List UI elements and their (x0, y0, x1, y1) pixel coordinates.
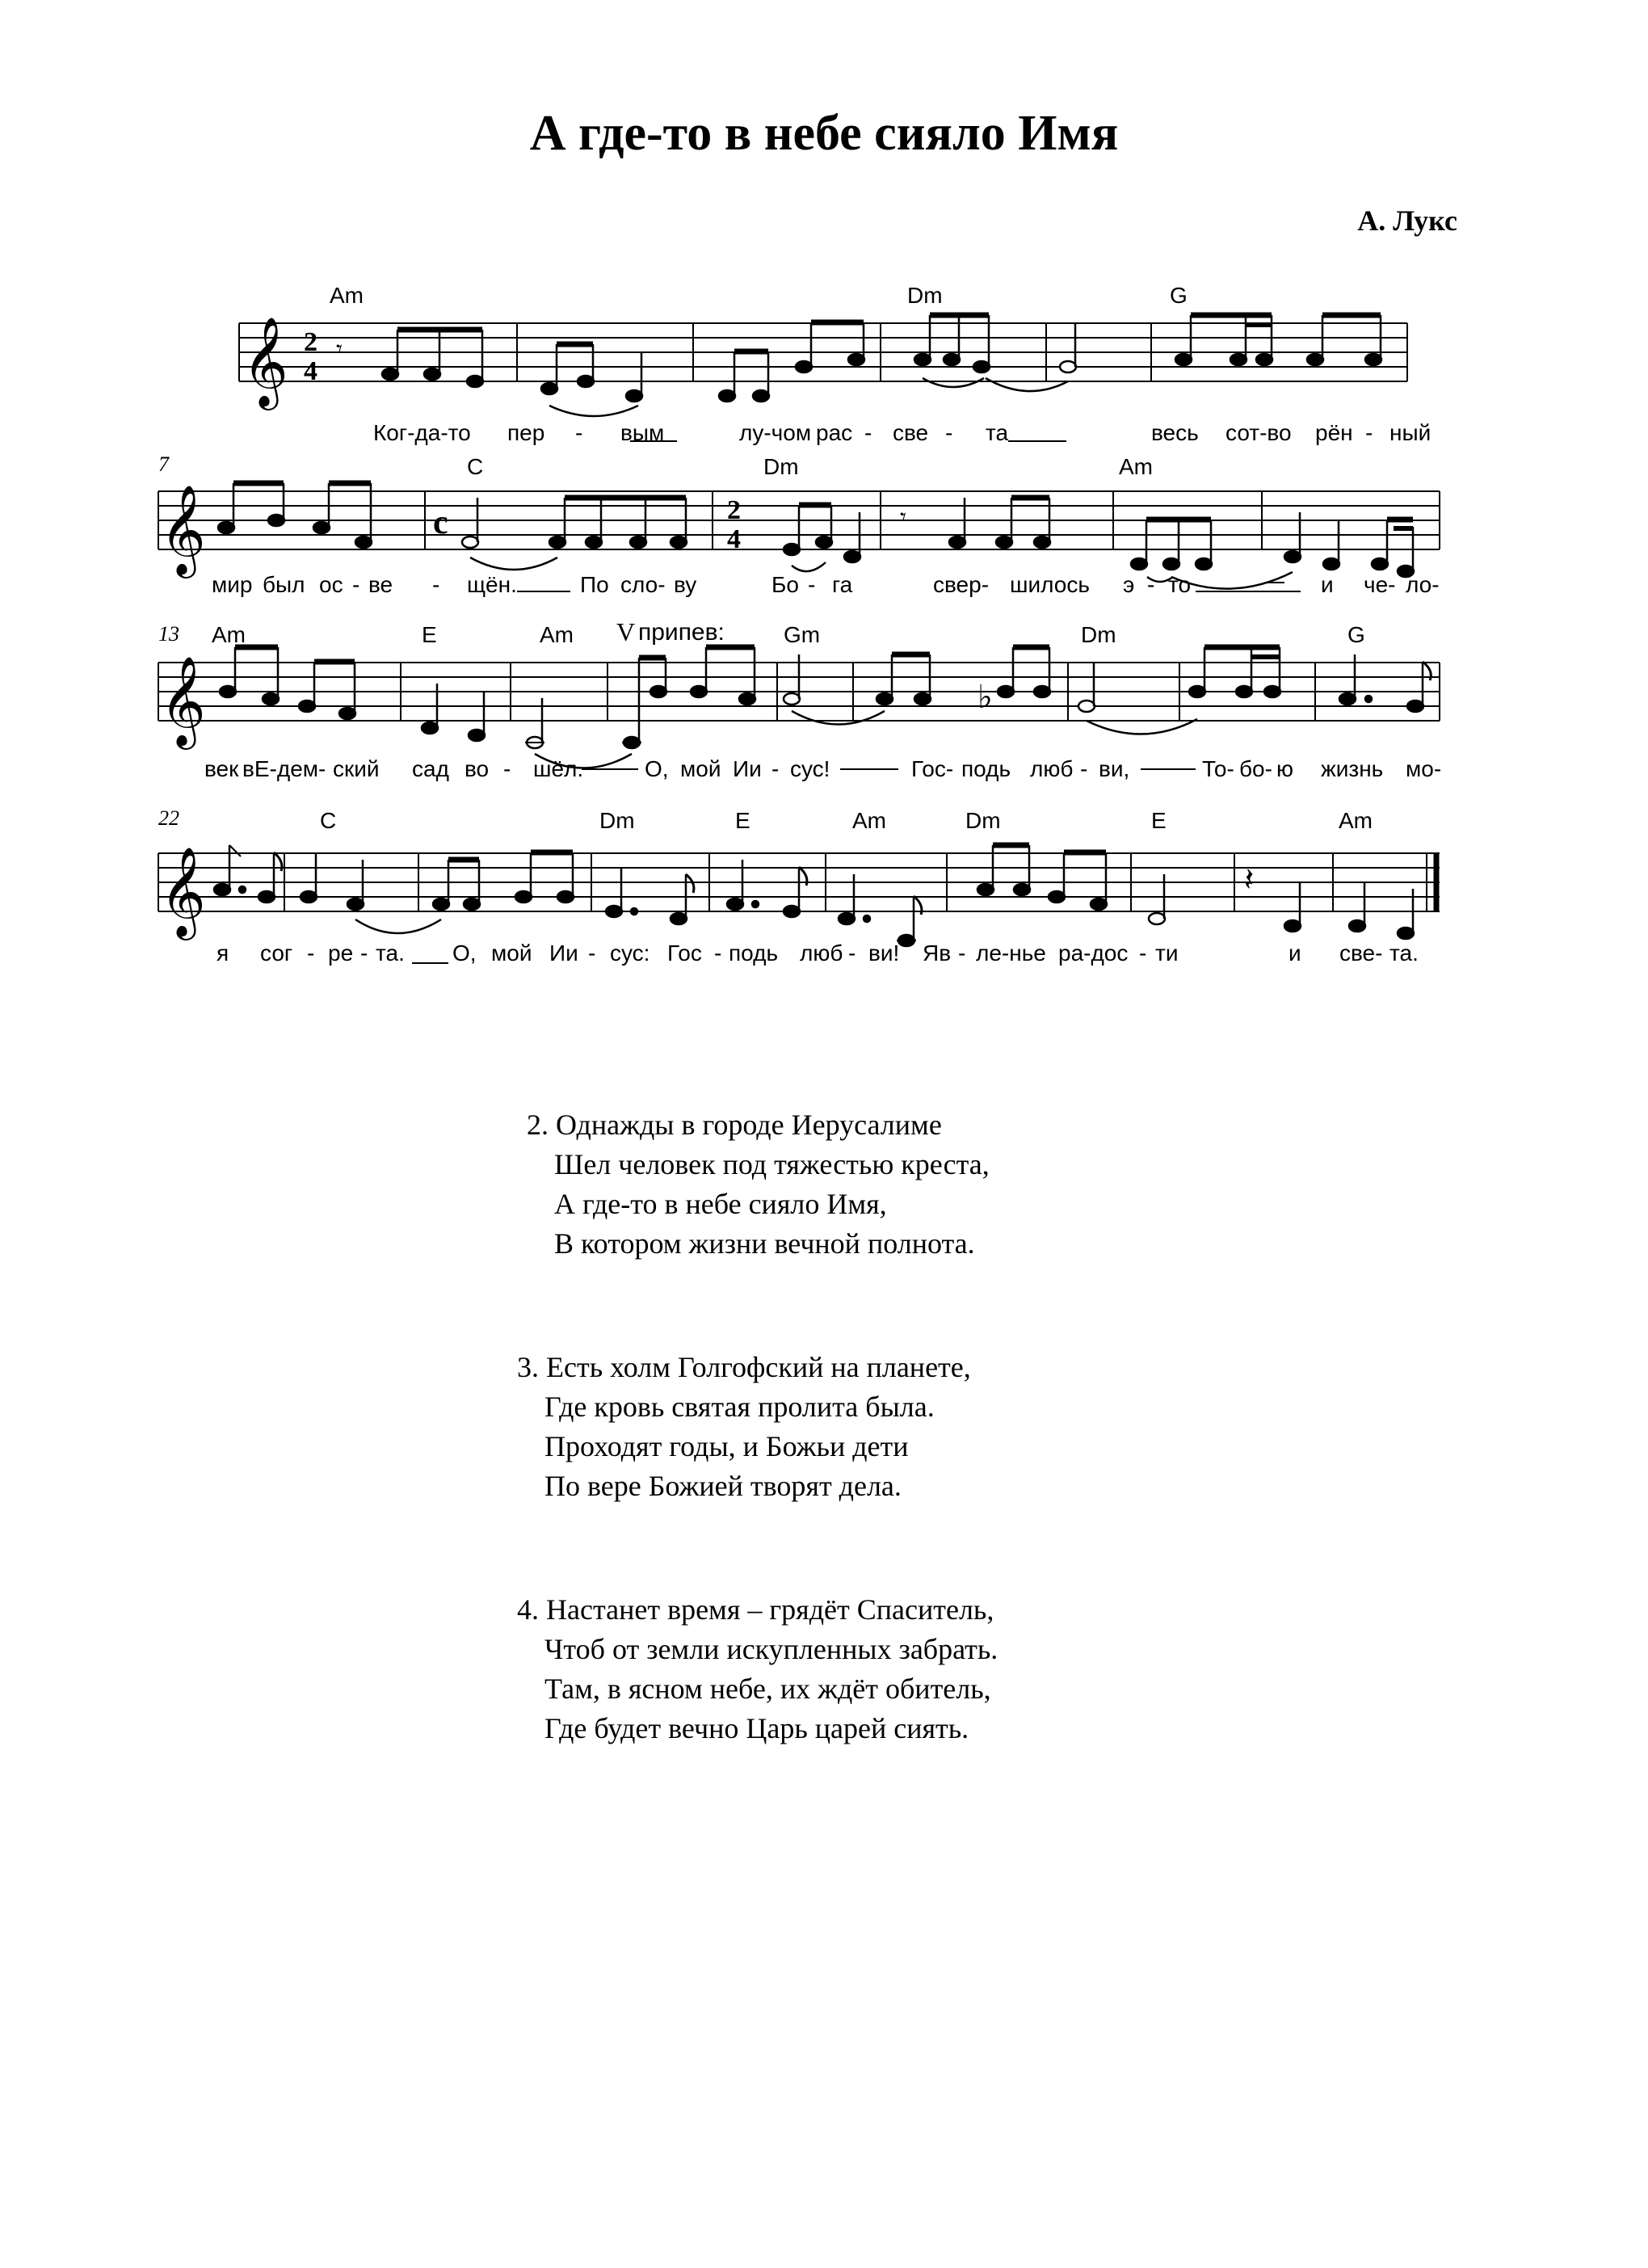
lyric-syllable: Бо (771, 572, 799, 597)
chord-symbol: Am (540, 622, 574, 647)
lyric-syllable: сус: (610, 940, 650, 966)
lyric-syllable: ю (1276, 756, 1293, 781)
lyric-syllable: Яв (923, 940, 952, 966)
lyric-syllable: Гос (667, 940, 702, 966)
verse-line: Где будет вечно Царь царей сиять. (544, 1712, 969, 1744)
chord-symbol: Am (1339, 808, 1373, 833)
music-system-3 (0, 612, 1648, 790)
lyric-syllable: Ии (733, 756, 762, 781)
lyric-syllable: свер- (933, 572, 990, 597)
lyric-syllable: ву (674, 572, 697, 597)
verse-4 (517, 1590, 998, 1748)
lyric-syllable: ос (319, 572, 343, 597)
music-system-1 (0, 267, 1648, 469)
flat-icon: ♭ (977, 679, 993, 716)
chord-symbol: G (1170, 283, 1188, 308)
chord-symbol: Am (852, 808, 886, 833)
lyric-syllable: пер (507, 420, 545, 445)
lyric-syllable: и (1321, 572, 1334, 597)
lyric-syllable: ра-дос (1058, 940, 1129, 966)
music-system-2 (0, 452, 1648, 614)
lyric-syllable: - (588, 940, 596, 966)
lyric-syllable: - (1147, 572, 1155, 597)
lyric-syllable: рён (1315, 420, 1353, 445)
svg-text:2: 2 (727, 495, 741, 525)
lyric-syllable: вЕ-дем- (242, 756, 326, 781)
lyric-syllable: сус! (790, 756, 830, 781)
chord-symbol: E (735, 808, 750, 833)
chord-symbol: Dm (907, 283, 943, 308)
treble-clef-icon: 𝄞 (242, 316, 288, 406)
verse-line: 3. Есть холм Голгофский на планете, (517, 1351, 971, 1383)
lyric-syllable: вым (620, 420, 665, 445)
svg-text:2: 2 (304, 327, 317, 357)
lyric-syllable: - (503, 756, 511, 781)
lyric-syllable: весь (1151, 420, 1199, 445)
quarter-rest-icon: 𝄽 (1244, 861, 1255, 898)
lyric-syllable: ский (333, 756, 380, 781)
svg-text:4: 4 (727, 524, 741, 554)
lyric-syllable: Ии (549, 940, 578, 966)
lyric-syllable: - (808, 572, 816, 597)
measure-number: 22 (158, 806, 179, 830)
chord-symbol: G (1347, 622, 1365, 647)
verse-line: В котором жизни вечной полнота. (554, 1227, 975, 1260)
chord-symbol: C (320, 808, 337, 833)
lyric-syllable: мой (491, 940, 532, 966)
verse-line: Проходят годы, и Божьи дети (544, 1430, 909, 1462)
lyric-syllable: та (986, 420, 1009, 445)
lyric-syllable: - (360, 940, 368, 966)
lyric-syllable: - (432, 572, 440, 597)
lyric-syllable: сад (412, 756, 449, 781)
lyric-syllable: мой (680, 756, 721, 781)
lyric-syllable: све- (1339, 940, 1383, 966)
lyric-syllable: ный (1389, 420, 1431, 445)
verse-line: Чтоб от земли искупленных забрать. (544, 1633, 998, 1665)
chord-symbol: Am (330, 283, 364, 308)
common-time-icon: c (433, 504, 448, 541)
lyric-syllable: че- (1364, 572, 1396, 597)
song-title: А где-то в небе сияло Имя (529, 106, 1119, 161)
verse-line: Там, в ясном небе, их ждёт обитель, (544, 1673, 991, 1705)
chord-symbol: Dm (965, 808, 1001, 833)
lyric-syllable: люб (800, 940, 843, 966)
chord-symbol: Dm (1081, 622, 1116, 647)
lyric-syllable: во (465, 756, 490, 781)
lyric-syllable: све (893, 420, 929, 445)
lyric-syllable: шёл. (533, 756, 584, 781)
lyric-syllable: щён. (467, 572, 517, 597)
lyric-syllable: - (1365, 420, 1373, 445)
lyric-syllable: - (945, 420, 953, 445)
lyric-syllable: - (1139, 940, 1147, 966)
lyric-syllable: ре (328, 940, 354, 966)
svg-text:4: 4 (304, 356, 317, 386)
lyric-syllable: - (307, 940, 315, 966)
lyric-syllable: По (580, 572, 609, 597)
treble-clef-icon: 𝄞 (160, 846, 206, 936)
chord-symbol: C (467, 454, 484, 479)
lyric-syllable: - (1080, 756, 1088, 781)
verse-line: 4. Настанет время – грядёт Спаситель, (517, 1593, 994, 1626)
lyric-syllable: шилось (1010, 572, 1090, 597)
verse-line: А где-то в небе сияло Имя, (554, 1188, 887, 1220)
lyric-syllable: мир (212, 572, 253, 597)
lyric-syllable: О, (452, 940, 477, 966)
lyric-syllable: э (1123, 572, 1135, 597)
lyric-syllable: - (352, 572, 360, 597)
lyric-syllable: Гос- (911, 756, 954, 781)
chord-symbol: Dm (763, 454, 799, 479)
chord-symbol: E (422, 622, 437, 647)
lyric-syllable: подь (961, 756, 1011, 781)
lyric-syllable: О, (645, 756, 669, 781)
composer-name: А. Лукс (1357, 204, 1457, 237)
measure-number: 13 (158, 622, 179, 646)
chord-symbol: Am (1119, 454, 1153, 479)
lyric-syllable: ви, (1099, 756, 1130, 781)
lyric-syllable: - (714, 940, 722, 966)
music-system-4 (0, 802, 1648, 979)
lyric-syllable: - (575, 420, 583, 445)
verse-line: Где кровь святая пролита была. (544, 1391, 935, 1423)
breath-mark: V (616, 617, 636, 646)
lyric-syllable: рас (816, 420, 853, 445)
verse-3 (517, 1348, 971, 1506)
lyric-syllable: То- (1202, 756, 1234, 781)
lyric-syllable: та. (1389, 940, 1419, 966)
lyric-syllable: ти (1155, 940, 1179, 966)
lyric-syllable: - (848, 940, 856, 966)
chord-symbol: E (1151, 808, 1167, 833)
lyric-syllable: - (771, 756, 780, 781)
verse-2 (527, 1105, 990, 1264)
lyric-syllable: люб (1030, 756, 1074, 781)
lyric-syllable: га (832, 572, 853, 597)
chorus-marker: припев: (638, 619, 725, 646)
chord-symbol: Gm (784, 622, 821, 647)
lyric-syllable: был (263, 572, 305, 597)
lyric-syllable: мо- (1406, 756, 1442, 781)
lyric-syllable: бо- (1239, 756, 1272, 781)
lyric-syllable: сог (260, 940, 293, 966)
lyric-syllable: Ког-да-то (373, 420, 471, 445)
lyric-syllable: лу-чом (739, 420, 812, 445)
lyric-syllable: век (204, 756, 239, 781)
lyric-syllable: ле-нье (976, 940, 1046, 966)
chord-symbol: Dm (599, 808, 635, 833)
verse-line: По вере Божией творят дела. (544, 1470, 902, 1502)
chord-symbol: Am (212, 622, 246, 647)
lyric-syllable: я (217, 940, 229, 966)
lyric-syllable: ви! (868, 940, 900, 966)
lyric-syllable: - (958, 940, 966, 966)
lyric-syllable: сот-во (1225, 420, 1292, 445)
lyric-syllable: ло- (1406, 572, 1440, 597)
verse-line: 2. Однажды в городе Иерусалиме (527, 1109, 942, 1141)
lyric-syllable: - (864, 420, 872, 445)
lyric-syllable: то (1168, 572, 1192, 597)
rest-icon: 𝄾 (336, 335, 343, 364)
lyric-syllable: ве (368, 572, 393, 597)
verse-line: Шел человек под тяжестью креста, (554, 1148, 990, 1180)
lyric-syllable: жизнь (1321, 756, 1384, 781)
measure-number: 7 (158, 452, 169, 476)
rest-icon: 𝄾 (900, 503, 906, 532)
lyric-syllable: сло- (620, 572, 666, 597)
lyric-syllable: и (1289, 940, 1301, 966)
treble-clef-icon: 𝄞 (160, 484, 206, 574)
lyric-syllable: подь (729, 940, 779, 966)
lyric-syllable: та. (376, 940, 405, 966)
treble-clef-icon: 𝄞 (160, 655, 206, 746)
